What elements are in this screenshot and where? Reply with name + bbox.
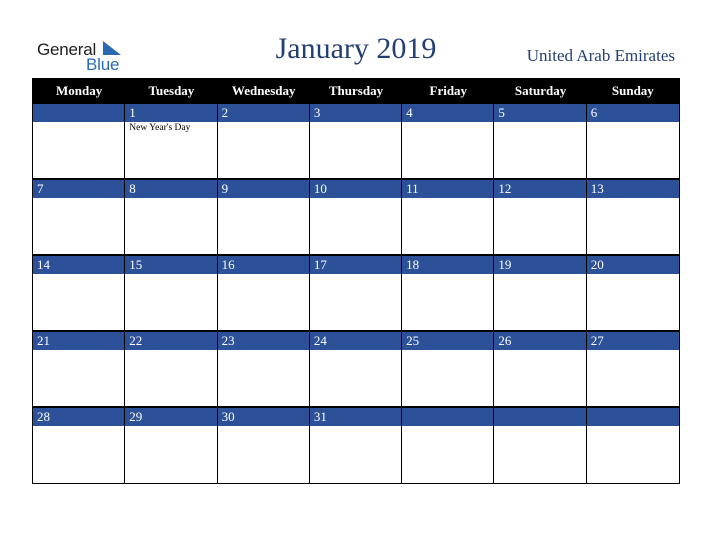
day-cell[interactable] <box>494 331 586 407</box>
day-number: 4 <box>402 103 493 122</box>
day-number <box>33 103 124 122</box>
day-cell[interactable] <box>33 407 125 483</box>
day-cell[interactable] <box>125 103 217 179</box>
day-number: 11 <box>402 179 493 198</box>
weekday-sunday: Sunday <box>611 83 654 98</box>
day-cell[interactable] <box>587 103 679 179</box>
week-row <box>33 331 679 407</box>
day-cell[interactable] <box>125 331 217 407</box>
day-number <box>402 407 493 426</box>
day-cell[interactable] <box>402 407 494 483</box>
day-number: 6 <box>587 103 679 122</box>
day-cell[interactable] <box>218 103 310 179</box>
day-number: 22 <box>125 331 216 350</box>
day-number <box>494 407 585 426</box>
day-number: 28 <box>33 407 124 426</box>
day-number: 26 <box>494 331 585 350</box>
day-cell[interactable] <box>587 407 679 483</box>
day-number: 23 <box>218 331 309 350</box>
day-cell[interactable] <box>125 255 217 331</box>
day-number: 20 <box>587 255 679 274</box>
day-cell[interactable] <box>218 407 310 483</box>
day-cell[interactable] <box>33 331 125 407</box>
day-cell[interactable] <box>218 331 310 407</box>
day-number: 21 <box>33 331 124 350</box>
day-number: 10 <box>310 179 401 198</box>
day-cell[interactable] <box>33 103 125 179</box>
week-row <box>33 255 679 331</box>
week-row <box>33 179 679 255</box>
day-cell[interactable] <box>125 179 217 255</box>
day-number: 14 <box>33 255 124 274</box>
weekday-friday: Friday <box>429 83 468 98</box>
country-label: United Arab Emirates <box>526 46 675 65</box>
day-number: 1 <box>125 103 216 122</box>
day-cell[interactable] <box>494 255 586 331</box>
day-cell[interactable] <box>494 103 586 179</box>
logo-text-general: General <box>37 40 97 59</box>
week-row <box>33 407 679 483</box>
day-number: 31 <box>310 407 401 426</box>
day-cell[interactable] <box>310 407 402 483</box>
day-number: 16 <box>218 255 309 274</box>
day-number: 29 <box>125 407 216 426</box>
day-cell[interactable] <box>33 255 125 331</box>
weekday-tuesday: Tuesday <box>148 83 195 98</box>
day-cell[interactable] <box>218 255 310 331</box>
day-cell[interactable] <box>310 103 402 179</box>
day-number: 2 <box>218 103 309 122</box>
logo-text-blue: Blue <box>86 55 120 74</box>
day-number: 24 <box>310 331 401 350</box>
weekday-thursday: Thursday <box>328 83 384 98</box>
day-cell[interactable] <box>218 179 310 255</box>
day-number: 19 <box>494 255 585 274</box>
weekday-header <box>33 79 679 103</box>
day-number: 8 <box>125 179 216 198</box>
day-number: 9 <box>218 179 309 198</box>
weekday-saturday: Saturday <box>514 83 567 98</box>
weekday-monday: Monday <box>56 83 103 98</box>
day-number: 15 <box>125 255 216 274</box>
day-number: 3 <box>310 103 401 122</box>
day-cell[interactable] <box>494 179 586 255</box>
calendar-grid <box>32 78 680 484</box>
day-number: 13 <box>587 179 679 198</box>
day-number: 17 <box>310 255 401 274</box>
weekday-wednesday: Wednesday <box>231 83 296 98</box>
calendar-title: January 2019 <box>275 32 437 65</box>
day-cell[interactable] <box>33 179 125 255</box>
day-cell[interactable] <box>402 255 494 331</box>
day-cell[interactable] <box>587 331 679 407</box>
day-cell[interactable] <box>402 331 494 407</box>
day-number <box>587 407 679 426</box>
day-cell[interactable] <box>125 407 217 483</box>
day-number: 30 <box>218 407 309 426</box>
day-cell[interactable] <box>587 255 679 331</box>
day-number: 18 <box>402 255 493 274</box>
day-cell[interactable] <box>402 103 494 179</box>
day-number: 12 <box>494 179 585 198</box>
day-cell[interactable] <box>310 179 402 255</box>
day-number: 27 <box>587 331 679 350</box>
day-cell[interactable] <box>494 407 586 483</box>
day-number: 5 <box>494 103 585 122</box>
day-cell[interactable] <box>587 179 679 255</box>
week-row <box>33 103 679 179</box>
day-cell[interactable] <box>310 255 402 331</box>
holiday-label: New Year's Day <box>129 123 191 133</box>
day-number: 7 <box>33 179 124 198</box>
day-cell[interactable] <box>310 331 402 407</box>
day-number: 25 <box>402 331 493 350</box>
day-cell[interactable] <box>402 179 494 255</box>
